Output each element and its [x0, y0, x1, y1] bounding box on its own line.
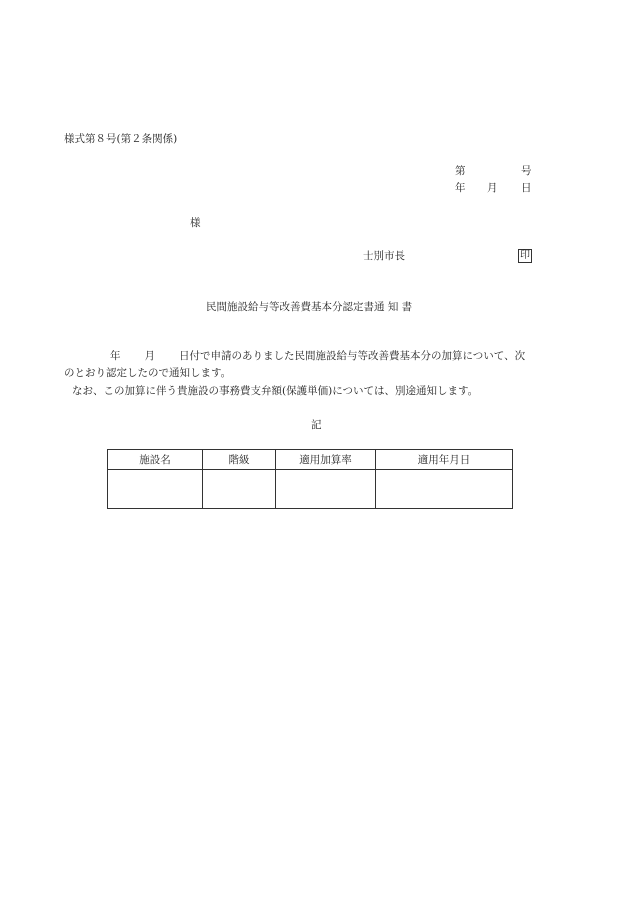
number-prefix: 第	[455, 165, 466, 177]
header-facility-name: 施設名	[108, 450, 203, 470]
table-header-row	[108, 450, 513, 470]
document-date	[455, 182, 532, 194]
form-number-label: 様式第８号(第２条関係)	[64, 133, 178, 145]
body-line-3: なお、この加算に伴う貴施設の事務費支弁額(保護単価)については、別途通知します。	[72, 385, 479, 397]
addressee-honorific: 様	[190, 217, 201, 229]
number-suffix: 号	[521, 165, 532, 177]
cell-facility-name[interactable]	[108, 470, 203, 509]
document-number	[455, 165, 532, 177]
date-year: 年	[455, 182, 466, 194]
header-applied-rate: 適用加算率	[276, 450, 376, 470]
date-day: 日	[521, 182, 532, 194]
body-year: 年	[110, 350, 121, 362]
header-applied-date: 適用年月日	[376, 450, 513, 470]
ki-heading: 記	[311, 419, 322, 431]
issuer-name: 士別市長	[363, 250, 405, 262]
body-line-1	[110, 351, 525, 362]
table-row	[108, 470, 513, 509]
document-title: 民間施設給与等改善費基本分認定書通 知 書	[206, 301, 413, 313]
body-line-2: のとおり認定したので通知します。	[64, 367, 232, 379]
body-line-1-rest: 日付で申請のありました民間施設給与等改善費基本分の加算について、次	[179, 350, 526, 362]
cell-applied-date[interactable]	[376, 470, 513, 509]
cell-applied-rate[interactable]	[276, 470, 376, 509]
details-table	[107, 449, 513, 509]
cell-grade[interactable]	[203, 470, 276, 509]
date-month: 月	[487, 182, 498, 194]
body-month: 月	[144, 350, 155, 362]
header-grade: 階級	[203, 450, 276, 470]
seal-mark: 印	[520, 250, 530, 261]
